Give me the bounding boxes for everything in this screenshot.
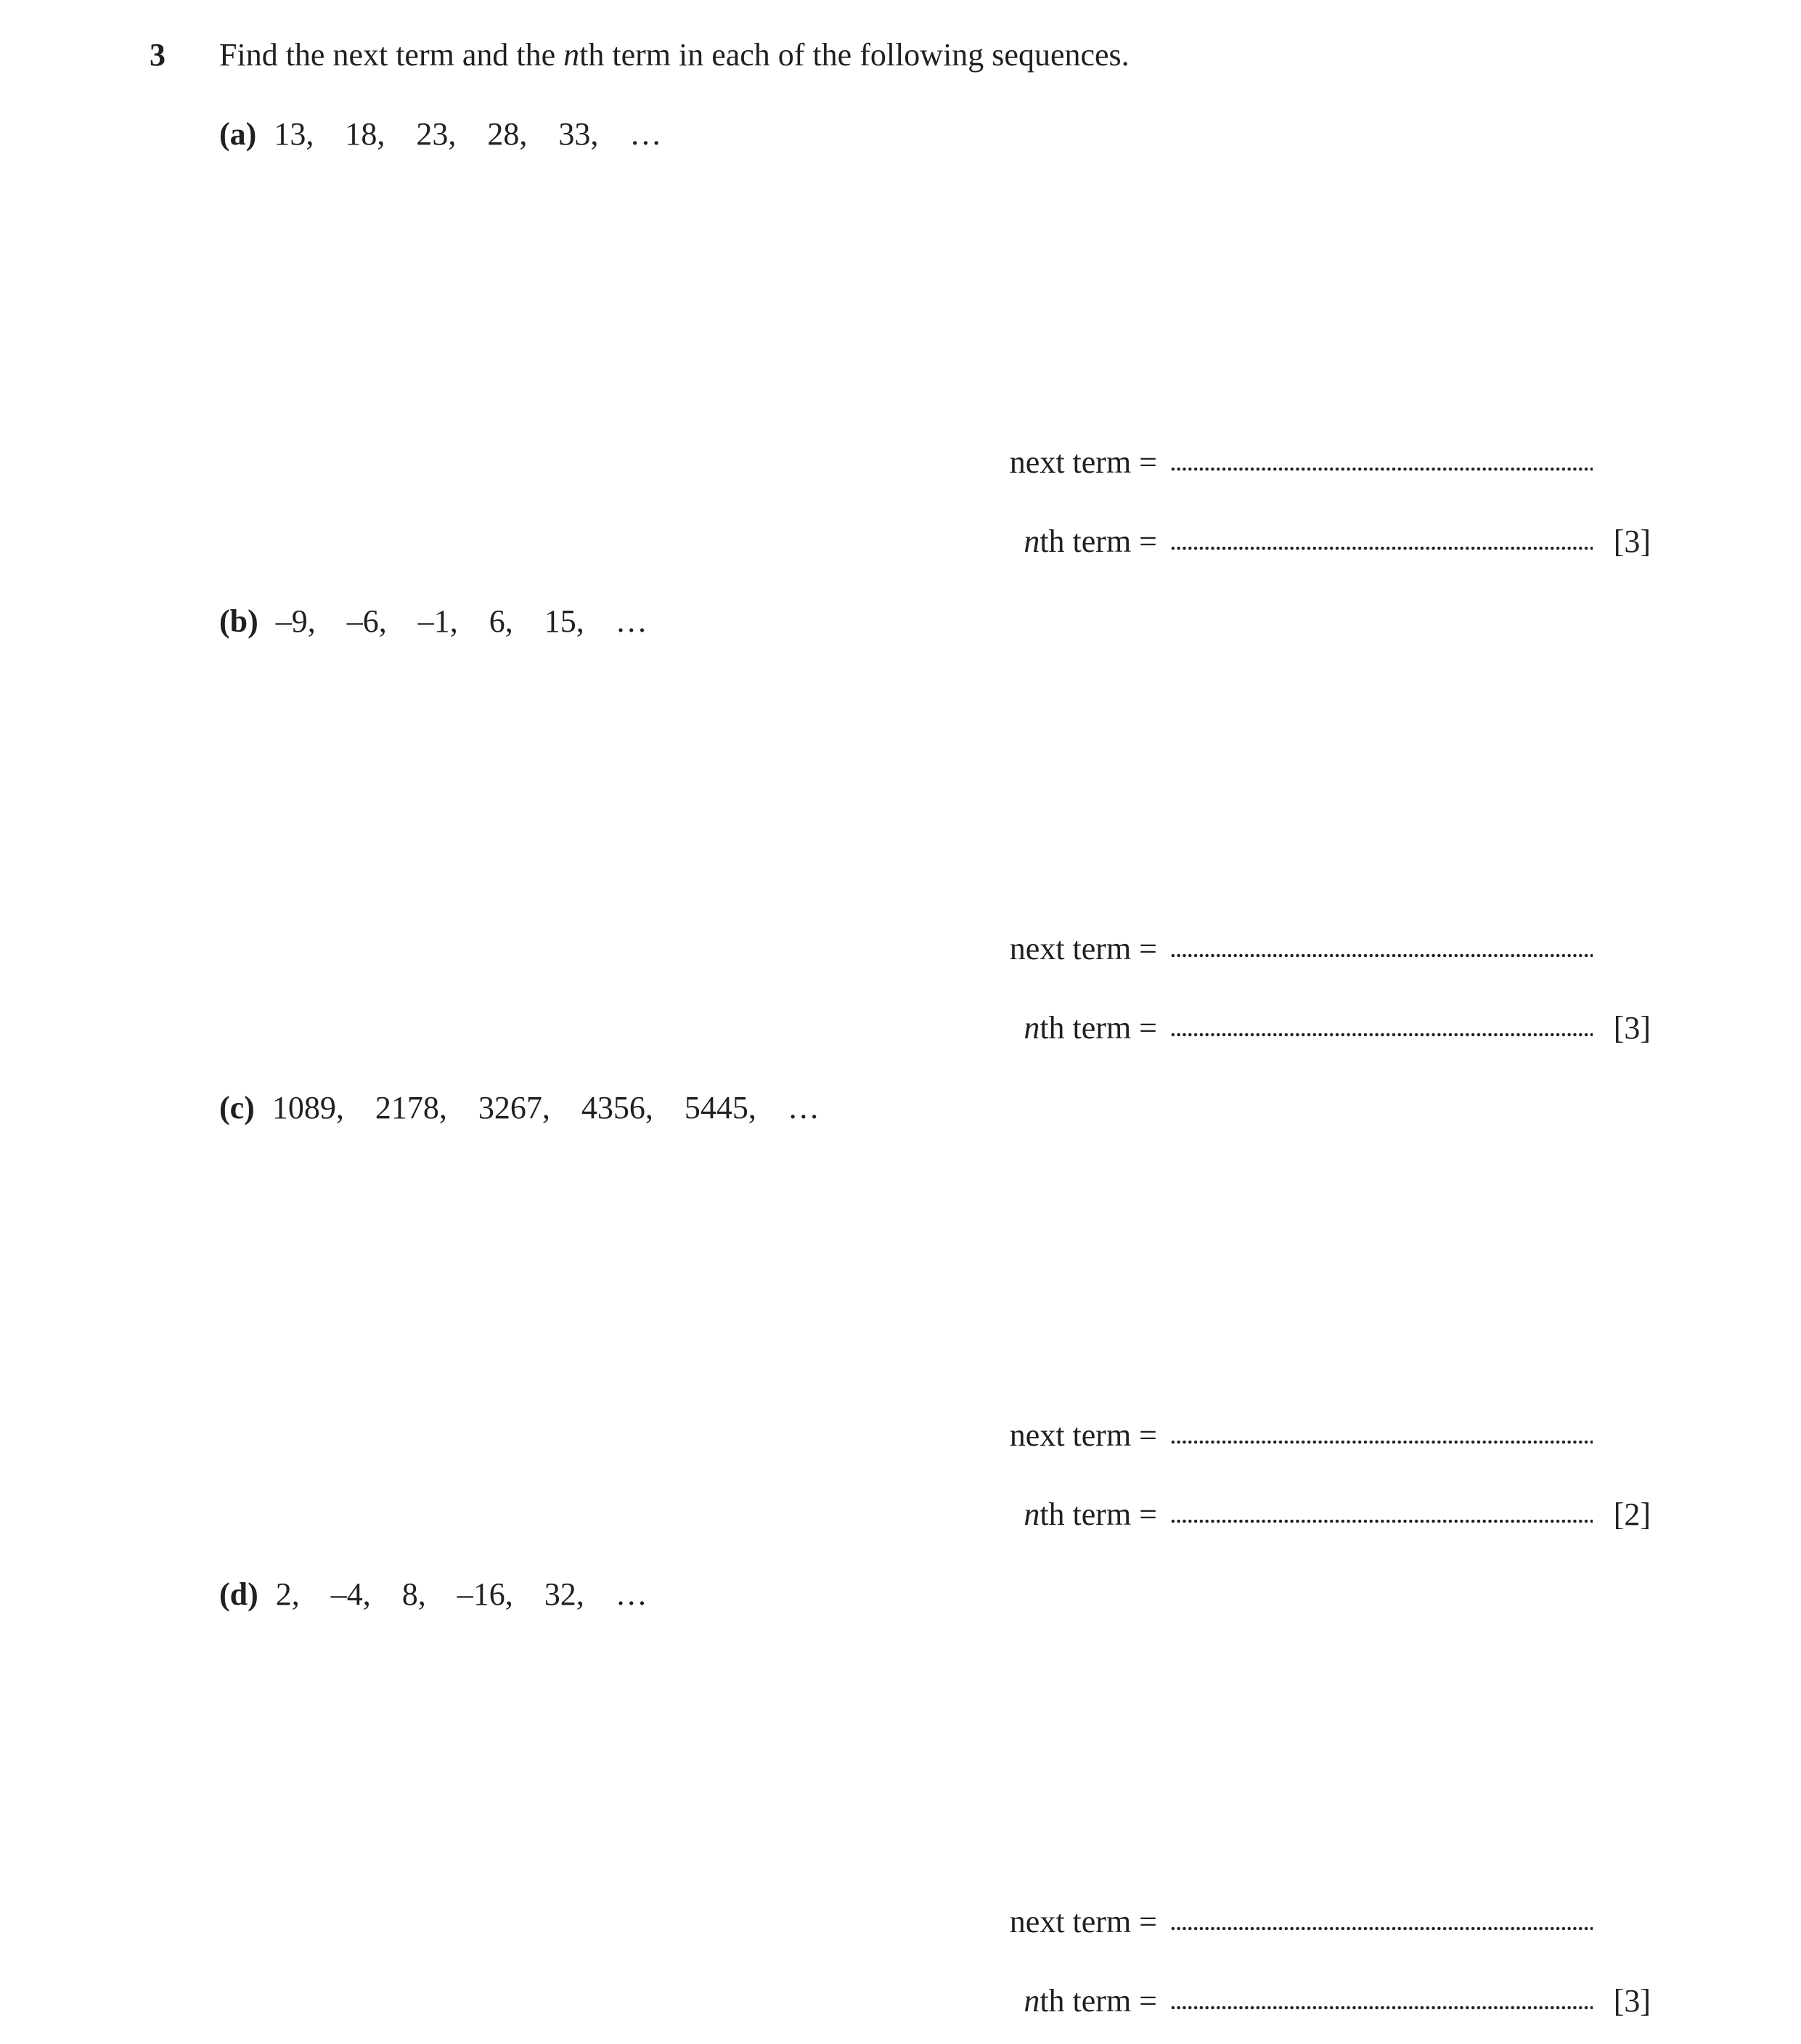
sequence-term: 1089, [271, 1090, 344, 1125]
sequence-term: 15, [544, 603, 584, 639]
next-term-label: next term = [1009, 1904, 1157, 1939]
sequence-term: –1, [417, 603, 458, 639]
nth-term-label: nth term = [1024, 1983, 1157, 2019]
question-text: Find the next term and the nth term in each of the following sequences. [219, 37, 1130, 73]
marks-label: [3] [1613, 1983, 1651, 2019]
part-a-sequence [219, 114, 693, 155]
sequence-term: –9, [275, 603, 316, 639]
sequence-term: –16, [457, 1576, 513, 1612]
answer-line[interactable] [1170, 467, 1593, 471]
sequence-term: 5445, [684, 1090, 756, 1125]
sequence-term: … [629, 116, 662, 152]
sequence-term: 28, [487, 116, 528, 152]
part-b-sequence [219, 601, 679, 642]
sequence-term: 18, [345, 116, 385, 152]
sequence-term: 23, [416, 116, 457, 152]
answer-line[interactable] [1170, 1926, 1593, 1931]
part-c-sequence [219, 1088, 851, 1128]
sequence-term: 3267, [478, 1090, 550, 1125]
sequence-term: 33, [558, 116, 599, 152]
part-d-next-term-answer [0, 1902, 1801, 1942]
part-c-nth-term-answer [0, 1494, 1801, 1535]
marks-label: [3] [1613, 524, 1651, 559]
next-term-label: next term = [1009, 931, 1157, 966]
answer-line[interactable] [1170, 1033, 1593, 1037]
sequence-term: 8, [401, 1576, 426, 1612]
part-d-nth-term-answer [0, 1981, 1801, 2021]
answer-line[interactable] [1170, 953, 1593, 958]
marks-label: [2] [1613, 1497, 1651, 1532]
sequence-term: 6, [489, 603, 513, 639]
part-b-next-term-answer [0, 929, 1801, 969]
part-c-label: (c) [219, 1090, 255, 1125]
part-a-label: (a) [219, 116, 257, 152]
question-number: 3 [150, 37, 166, 73]
part-d-sequence [219, 1574, 679, 1615]
part-a-nth-term-answer [0, 521, 1801, 562]
answer-line[interactable] [1170, 2006, 1593, 2010]
part-d-label: (d) [219, 1576, 258, 1612]
sequence-term: –4, [330, 1576, 371, 1612]
next-term-label: next term = [1009, 444, 1157, 480]
nth-term-label: nth term = [1024, 524, 1157, 559]
part-b-nth-term-answer [0, 1008, 1801, 1049]
sequence-term: … [615, 1576, 648, 1612]
answer-line[interactable] [1170, 1440, 1593, 1444]
part-c-next-term-answer [0, 1415, 1801, 1456]
sequence-term: 13, [274, 116, 314, 152]
sequence-term: –6, [346, 603, 387, 639]
sequence-term: 32, [544, 1576, 584, 1612]
part-a-next-term-answer [0, 442, 1801, 483]
marks-label: [3] [1613, 1010, 1651, 1046]
next-term-label: next term = [1009, 1417, 1157, 1453]
nth-term-label: nth term = [1024, 1497, 1157, 1532]
part-b-label: (b) [219, 603, 258, 639]
sequence-term: … [787, 1090, 820, 1125]
nth-term-label: nth term = [1024, 1010, 1157, 1046]
sequence-term: 2178, [375, 1090, 447, 1125]
sequence-term: 4356, [581, 1090, 653, 1125]
sequence-term: 2, [275, 1576, 300, 1612]
answer-line[interactable] [1170, 546, 1593, 550]
answer-line[interactable] [1170, 1519, 1593, 1523]
sequence-term: … [615, 603, 648, 639]
